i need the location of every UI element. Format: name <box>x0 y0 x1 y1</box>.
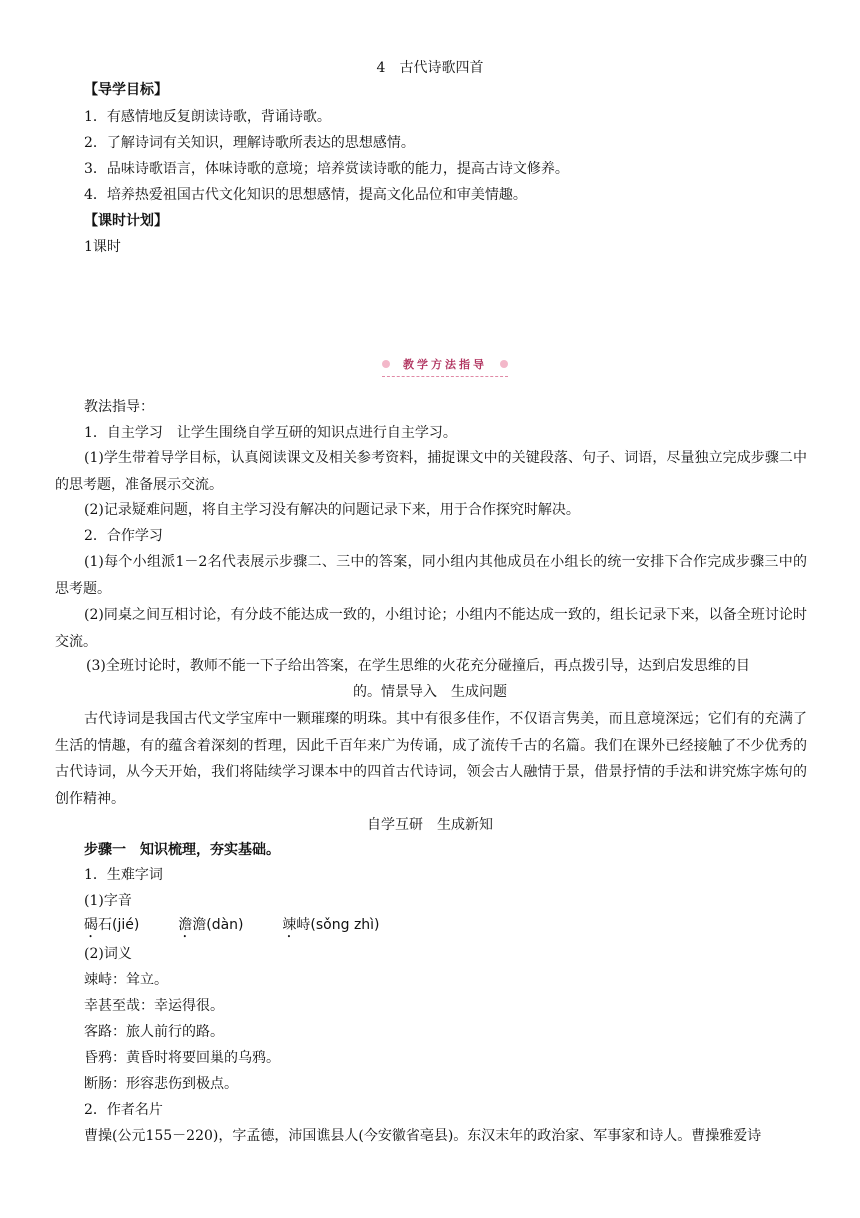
pronunciation-row <box>84 915 380 941</box>
pron-item: 竦峙(sǒng zhì) <box>282 917 380 933</box>
pinyin: (sǒng zhì) <box>310 917 380 933</box>
pron-item: 澹澹(dàn) <box>178 917 244 933</box>
method-step-1: 1．自主学习 让学生围绕自学互研的知识点进行自主学习。 <box>84 425 457 441</box>
goal-item: 4．培养热爱祖国古代文化知识的思想感情，提高文化品位和审美情趣。 <box>84 187 527 203</box>
scene-heading: 的。情景导入 生成问题 <box>353 684 507 700</box>
meaning-item: 客路：旅人前行的路。 <box>84 1024 224 1040</box>
goal-item: 2．了解诗词有关知识，理解诗歌所表达的思想感情。 <box>84 135 415 151</box>
pron-item: 碣石(jié) <box>84 917 140 933</box>
method-paragraph: (3)全班讨论时，教师不能一下子给出答案，在学生思维的火花充分碰撞后，再点拨引导，达到启发思维的目 <box>86 658 750 674</box>
author-text: 曹操(公元155－220)，字孟德，沛国谯县人(今安徽省亳县)。东汉末年的政治家、军事家和诗人。曹操雅爱诗 <box>84 1128 762 1144</box>
pron-char: 竦 <box>282 917 297 933</box>
goal-item: 3．品味诗歌语言，体味诗歌的意境；培养赏读诗歌的能力，提高古诗文修养。 <box>84 161 569 177</box>
goals-heading: 【导学目标】 <box>84 82 168 98</box>
meaning-item: 幸甚至哉：幸运得很。 <box>84 998 224 1014</box>
plan-heading: 【课时计划】 <box>84 213 168 229</box>
pron-char: 澹 <box>178 917 193 933</box>
meaning-item: 昏鸦：黄昏时将要回巢的乌鸦。 <box>84 1050 280 1066</box>
pinyin: (dàn) <box>206 917 244 933</box>
pronunciation-heading: (1)字音 <box>84 893 132 909</box>
method-paragraph: (2)同桌之间互相讨论，有分歧不能达成一致的，小组讨论；小组内不能达成一致的，组长记录下来，以备全班讨论时交流。 <box>55 607 807 650</box>
page-title: 4 古代诗歌四首 <box>376 60 484 76</box>
meaning-item: 竦峙：耸立。 <box>84 972 168 988</box>
intro-paragraph: 古代诗词是我国古代文学宝库中一颗璀璨的明珠。其中有很多佳作，不仅语言隽美，而且意境深远；它们有的充满了生活的情趣，有的蕴含着深刻的哲理，因此千百年来广为传诵，成了流传千古的名篇。我们在课外已经接触了不少优秀的古代诗词，从今天开始，我们将陆续学习课本中的四首古代诗词，领会古人融情于景，借景抒情的手法和讲究炼字炼句的创作精神。 <box>55 711 807 807</box>
method-intro: 教法指导： <box>84 399 154 415</box>
author-heading: 2．作者名片 <box>84 1102 163 1118</box>
method-paragraph: (1)学生带着导学目标，认真阅读课文及相关参考资料，捕捉课文中的关键段落、句子、词语，尽量独立完成步骤二中的思考题，准备展示交流。 <box>55 450 807 493</box>
method-step-2: 2．合作学习 <box>84 528 163 544</box>
section-heading: 自学互研 生成新知 <box>367 817 493 833</box>
goal-item: 1．有感情地反复朗读诗歌，背诵诗歌。 <box>84 109 331 125</box>
meaning-heading: (2)词义 <box>84 946 132 962</box>
pron-char: 碣 <box>84 917 98 933</box>
step-heading: 步骤一 知识梳理，夯实基础。 <box>84 842 280 858</box>
meaning-item: 断肠：形容悲伤到极点。 <box>84 1076 238 1092</box>
method-paragraph: (2)记录疑难问题，将自主学习没有解决的问题记录下来，用于合作探究时解决。 <box>84 502 580 518</box>
plan-value: 1课时 <box>84 239 121 255</box>
method-paragraph: (1)每个小组派1－2名代表展示步骤二、三中的答案，同小组内其他成员在小组长的统一安排下合作完成步骤三中的思考题。 <box>55 554 807 597</box>
section-banner: 教学方法指导 <box>382 354 508 377</box>
pinyin: (jié) <box>112 917 140 933</box>
vocab-heading: 1．生难字词 <box>84 867 163 883</box>
